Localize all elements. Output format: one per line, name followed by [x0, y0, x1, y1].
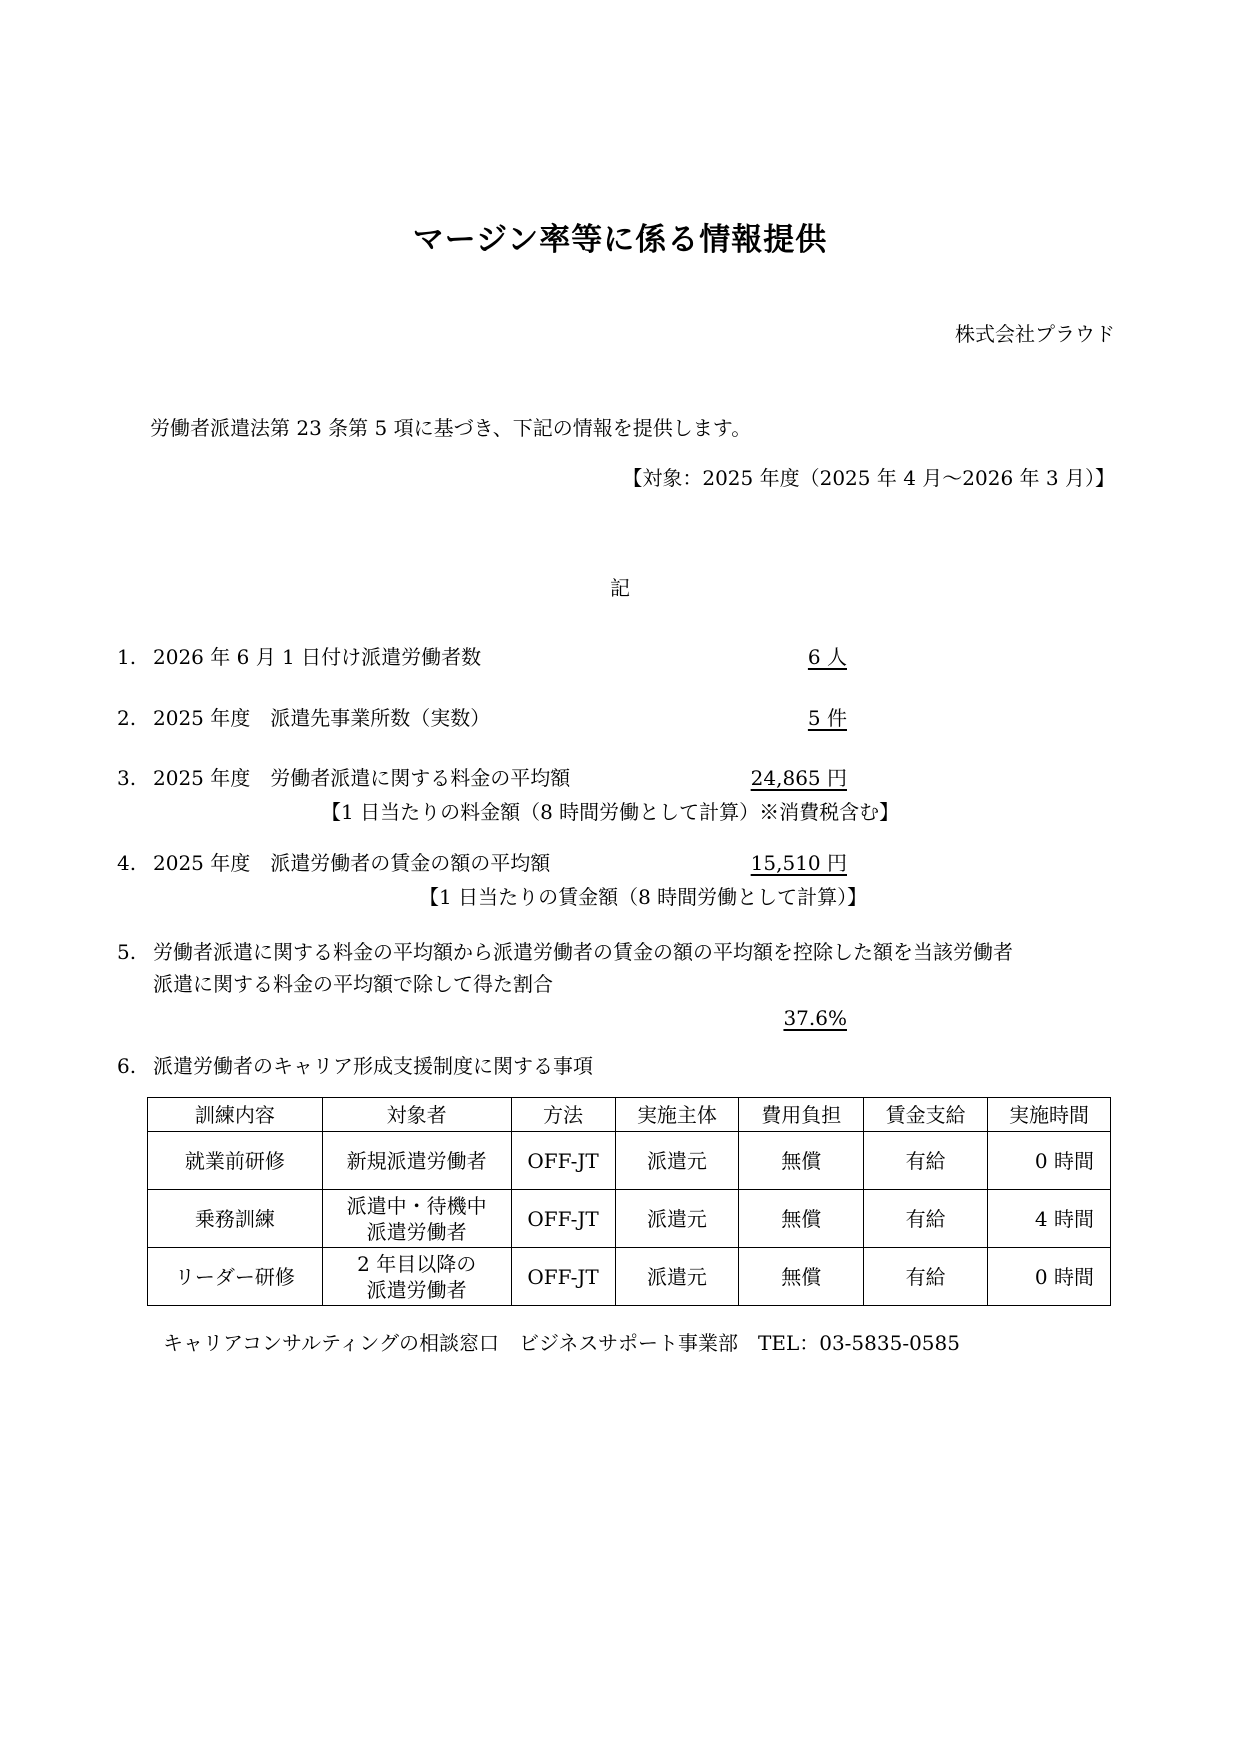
item-label: 2025 年度 派遣労働者の賃金の額の平均額: [153, 851, 551, 875]
item-3: [117, 764, 570, 792]
header-cell: 対象者: [322, 1098, 511, 1132]
header-cell: 実施主体: [615, 1098, 739, 1132]
target-line2: 派遣労働者: [366, 1277, 467, 1302]
cell-time: 4 時間: [988, 1190, 1111, 1248]
cell-content: 就業前研修: [148, 1132, 323, 1190]
item-label: 派遣労働者のキャリア形成支援制度に関する事項: [153, 1054, 593, 1078]
item-number: 4.: [117, 851, 137, 875]
ki-heading: 記: [610, 576, 630, 600]
item-5-line1: 労働者派遣に関する料金の平均額から派遣労働者の賃金の額の平均額を控除した額を当該労働者: [153, 940, 1013, 964]
intro-text: 労働者派遣法第 23 条第 5 項に基づき、下記の情報を提供します。: [150, 416, 752, 440]
item-6: [117, 1052, 593, 1080]
item-2-value: 5 件: [807, 706, 847, 730]
cell-org: 派遣元: [615, 1132, 739, 1190]
item-number: 2.: [117, 706, 137, 730]
header-cell: 方法: [511, 1098, 615, 1132]
cell-wage: 有給: [864, 1132, 988, 1190]
table-row: [148, 1248, 1111, 1306]
company-name: 株式会社プラウド: [955, 322, 1115, 346]
item-4-note: 【1 日当たりの賃金額（8 時間労働として計算）】: [419, 885, 868, 909]
target-line1: 新規派遣労働者: [346, 1148, 487, 1173]
header-cell: 賃金支給: [864, 1098, 988, 1132]
cell-content: リーダー研修: [148, 1248, 323, 1306]
cell-content: 乗務訓練: [148, 1190, 323, 1248]
target-line2: 派遣労働者: [366, 1219, 467, 1244]
target-line1: 2 年目以降の: [357, 1251, 477, 1276]
item-number: 1.: [117, 645, 137, 669]
cell-org: 派遣元: [615, 1190, 739, 1248]
cell-method: OFF-JT: [511, 1190, 615, 1248]
cell-target: [322, 1190, 511, 1248]
training-table: [147, 1097, 1111, 1306]
header-cell: 実施時間: [988, 1098, 1111, 1132]
cell-wage: 有給: [864, 1190, 988, 1248]
cell-cost: 無償: [739, 1190, 864, 1248]
cell-org: 派遣元: [615, 1248, 739, 1306]
item-label: 2025 年度 派遣先事業所数（実数）: [153, 706, 491, 730]
cell-time: 0 時間: [988, 1132, 1111, 1190]
item-5: [117, 938, 1013, 966]
cell-method: OFF-JT: [511, 1248, 615, 1306]
table-row: [148, 1132, 1111, 1190]
target-line1: 派遣中・待機中: [346, 1193, 487, 1218]
cell-cost: 無償: [739, 1248, 864, 1306]
cell-cost: 無償: [739, 1132, 864, 1190]
table-header-row: [148, 1098, 1111, 1132]
consultation-footer: キャリアコンサルティングの相談窓口 ビジネスサポート事業部 TEL：03-5835-0585: [163, 1331, 960, 1355]
target-period: 【対象：2025 年度（2025 年 4 月～2026 年 3 月）】: [622, 466, 1115, 490]
item-number: 5.: [117, 940, 137, 964]
item-4: [117, 849, 550, 877]
item-2: [117, 704, 490, 732]
item-1-value: 6 人: [807, 645, 847, 669]
item-label: 2025 年度 労働者派遣に関する料金の平均額: [153, 766, 571, 790]
table-row: [148, 1190, 1111, 1248]
page-title: マージン率等に係る情報提供: [412, 222, 828, 258]
cell-target: [322, 1248, 511, 1306]
item-1: [117, 643, 481, 671]
item-number: 6.: [117, 1054, 137, 1078]
cell-time: 0 時間: [988, 1248, 1111, 1306]
item-4-value: 15,510 円: [750, 851, 847, 875]
item-number: 3.: [117, 766, 137, 790]
cell-wage: 有給: [864, 1248, 988, 1306]
item-3-note: 【1 日当たりの料金額（8 時間労働として計算）※消費税含む】: [321, 800, 900, 824]
cell-target: [322, 1132, 511, 1190]
header-cell: 費用負担: [739, 1098, 864, 1132]
header-cell: 訓練内容: [148, 1098, 323, 1132]
item-5-line2: 派遣に関する料金の平均額で除して得た割合: [153, 972, 553, 996]
item-3-value: 24,865 円: [750, 766, 847, 790]
cell-method: OFF-JT: [511, 1132, 615, 1190]
item-5-value: 37.6%: [783, 1006, 847, 1030]
item-label: 2026 年 6 月 1 日付け派遣労働者数: [153, 645, 482, 669]
